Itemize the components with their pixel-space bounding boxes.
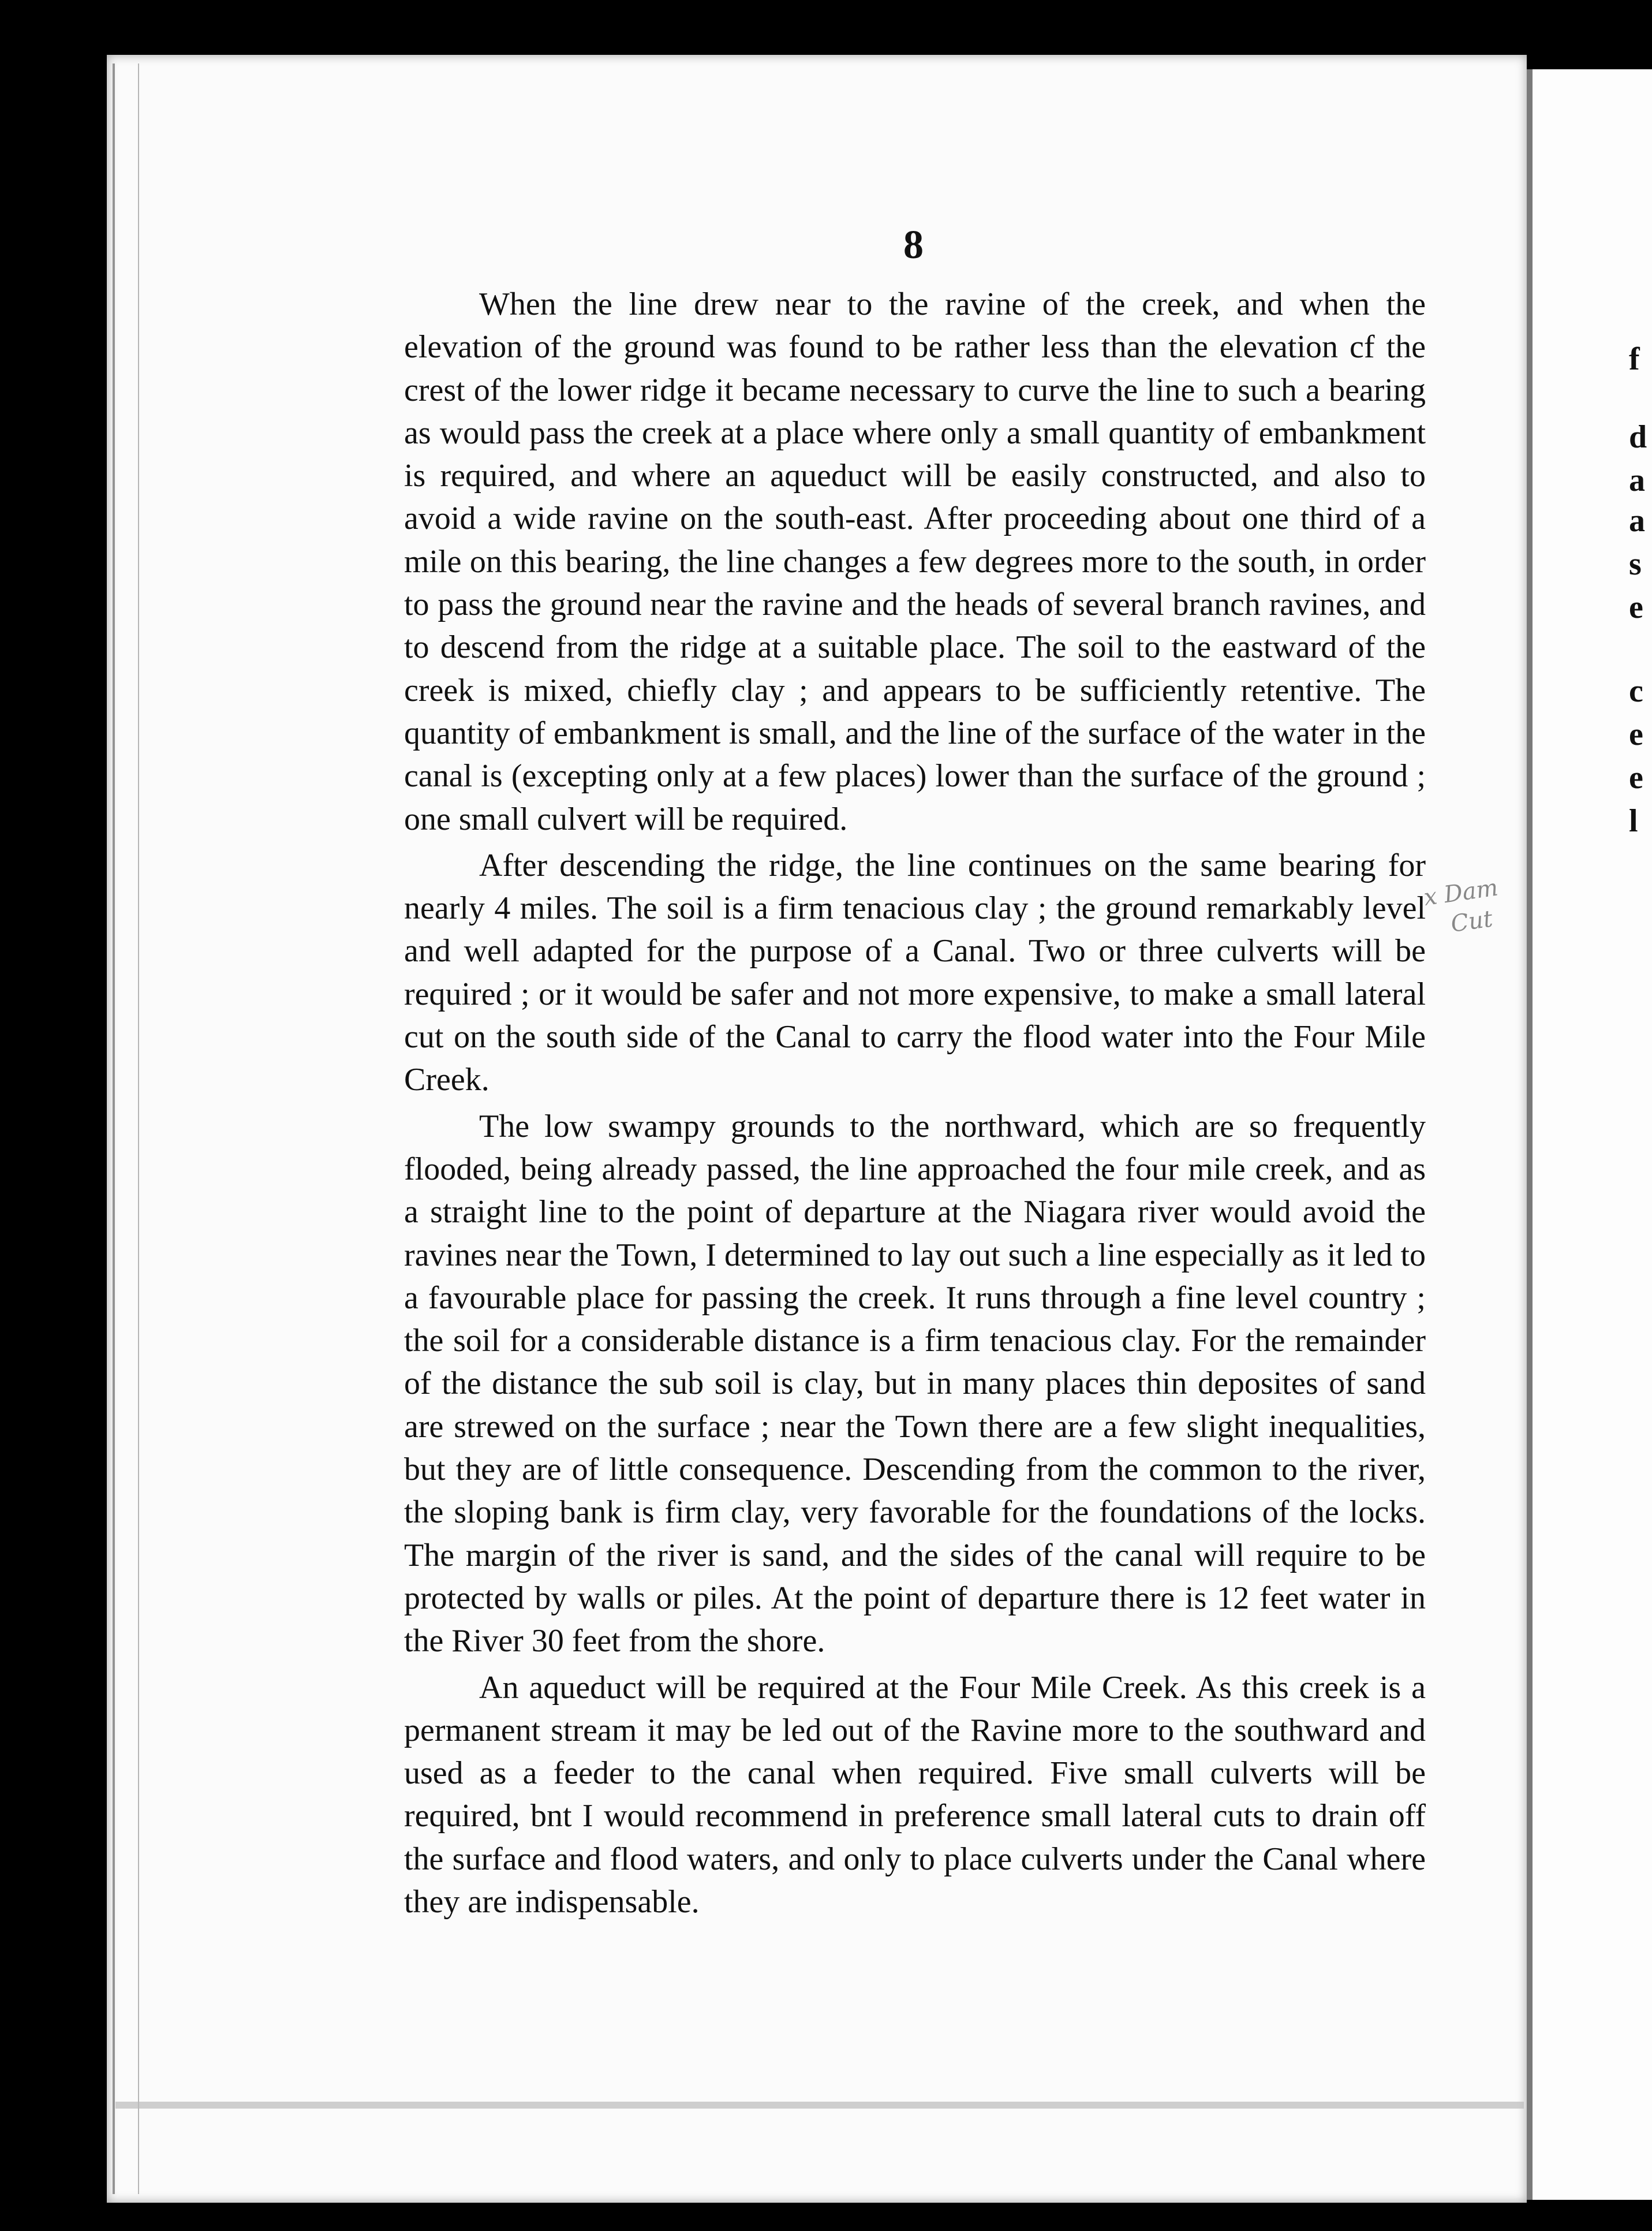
page-bottom-edge <box>115 2102 1524 2109</box>
facing-page-fragment: e <box>1629 717 1643 752</box>
handwritten-margin-note <box>1422 873 1504 943</box>
page-number: 8 <box>903 223 924 267</box>
facing-page-fragment: s <box>1629 546 1642 582</box>
facing-page-fragment: e <box>1629 760 1643 796</box>
annotation-line: Cut <box>1449 905 1494 938</box>
paragraph: After descending the ridge, the line continues on the same bearing for nearly 4 miles. The soil is a firm tenacious clay ; the ground remarkably level and well adapted for the purpose of a Canal. Two or three culverts will be required ; or it would be safer and not more expensive, to make a small lateral cut on the south side of the Canal to carry the flood water into the Four Mile Creek. <box>404 847 1426 1098</box>
body-text <box>404 283 1426 1923</box>
facing-page-fragment: a <box>1629 503 1645 539</box>
paragraph: The low swampy grounds to the northward, which are so frequently flooded, being already passed, the line approached the four mile creek, and as a straight line to the point of departure at the Niagara river would avoid the ravines near the Town, I determined to lay out such a line especially as it led to a favourable place for passing the creek. It runs through a fine level country ; the soil for a considerable distance is a firm tenacious clay. For the remainder of the distance the sub soil is clay, but in many places thin deposites of sand are strewed on the surface ; near the Town there are a few slight inequalities, but they are of little consequence. Descending from the common to the river, the sloping bank is firm clay, very favorable for the foundations of the locks. The margin of the river is sand, and the sides of the canal will require to be protected by walls or piles. At the point of departure there is 12 feet water in the River 30 feet from the shore. <box>404 1108 1426 1659</box>
facing-page-fragment: d <box>1629 419 1647 455</box>
binding-gutter <box>113 64 139 2194</box>
facing-page-fragment: a <box>1629 462 1645 498</box>
paragraph: An aqueduct will be required at the Four Mile Creek. As this creek is a permanent stream it may be led out of the Ravine more to the southward and used as a feeder to the canal when required. Five small culverts will be required, bnt I would recommend in preference small lateral cuts to drain off the surface and flood waters, and only to place culverts under the Canal where they are indispensable. <box>404 1669 1426 1920</box>
facing-page-fragment: l <box>1629 803 1638 839</box>
facing-page-fragment: e <box>1629 590 1643 625</box>
facing-page-fragment: f <box>1629 341 1640 377</box>
facing-page-fragment: c <box>1629 673 1643 709</box>
annotation-line: x Dam <box>1422 874 1500 912</box>
facing-page-edge <box>1527 69 1652 2200</box>
paragraph: When the line drew near to the ravine of the creek, and when the elevation of the ground was found to be rather less than the elevation cf the crest of the lower ridge it became necessary to curve the line to such a bearing as would pass the creek at a place where only a small quantity of embankment is required, and where an aqueduct will be easily constructed, and also to avoid a wide ravine on the south-east. After proceeding about one third of a mile on this bearing, the line changes a few degrees more to the south, in order to pass the ground near the ravine and the heads of several branch ravines, and to descend from the ridge at a suitable place. The soil to the eastward of the creek is mixed, chiefly clay ; and appears to be sufficiently retentive. The quantity of embankment is small, and the line of the surface of the water in the canal is (excepting only at a few places) lower than the surface of the ground ; one small culvert will be required. <box>404 286 1426 837</box>
